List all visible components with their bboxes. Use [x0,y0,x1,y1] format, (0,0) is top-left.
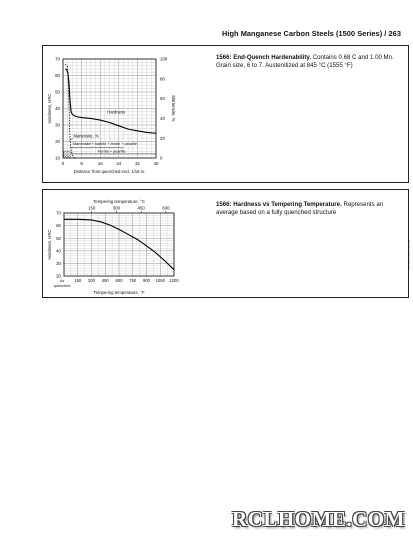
y-axis-label: Hardness, HRC [47,229,52,260]
y2-tick-label: 20 [160,135,165,141]
chart-panel-tempering [42,189,409,298]
y2-tick-label: 0 [160,155,163,161]
y2-tick-label: 60 [160,96,165,102]
y-tick-label: 30 [56,261,61,266]
y2-tick-label: 80 [160,76,165,82]
x2-tick-label: 450 [137,205,145,211]
x-axis-label: Tempering temperature, °F [93,290,145,295]
x-tick-label: 600 [115,278,123,283]
x2-tick-label: 300 [112,205,121,211]
watermark: RCLHOME.COM [232,507,405,531]
annotation-martensite: Martensite, % [73,133,99,139]
x-tick-label: 150 [74,278,82,283]
annotation-ferrite-pearlite: Ferrite + pearlite [97,149,126,154]
transformation-band-hatch [64,151,71,157]
caption-body: Represents an average based on a fully quenched structure [216,201,384,216]
x-tick-label: 1050 [155,278,165,283]
y2-axis-label: Martensite, % [171,95,176,122]
scan-mark [409,240,413,270]
tempering-chart [43,190,215,297]
y-tick-label: 50 [56,235,61,241]
x-tick-label: 0 [61,161,65,166]
y-tick-label: 40 [55,106,60,112]
x-tick-label: 8 [80,161,83,166]
page-header: High Manganese Carbon Steels (1500 Series) / 263 [221,29,401,38]
x-tick-label: 16 [97,161,103,166]
x2-tick-label: 150 [88,205,96,211]
caption-title: 1566: End-Quench Hardenability. [216,54,312,61]
caption-title: 1566: Hardness vs Tempering Temperature. [216,201,342,208]
caption-tempering [216,201,404,217]
series-label-hardness: Hardness [107,109,126,115]
y2-tick-label: 100 [160,56,168,62]
y-tick-label: 10 [55,155,60,161]
x-tick-label: quenched [53,284,71,288]
x-tick-label: 24 [116,161,122,166]
chart-panel-end-quench [42,45,409,183]
x-tick-label: 40 [153,161,159,166]
x-tick-label: As [59,279,65,283]
y-tick-label: 60 [56,223,61,229]
annotation-mixed-region: Martensite + bainite + ferrite + pearlite [72,142,138,147]
x-axis-label: Distance from quenched end, 1/16 in. [73,169,146,174]
end-quench-chart [43,46,215,182]
y-tick-label: 60 [55,73,60,79]
x-tick-label: 32 [134,161,140,166]
series-hardness-line [65,69,156,133]
y-tick-label: 20 [55,139,60,145]
x-tick-label: 450 [101,278,109,283]
y-tick-label: 70 [56,210,61,216]
y-tick-label: 50 [55,89,60,95]
y-axis-label: Hardness, HRC [47,93,52,124]
caption-end-quench [216,54,404,70]
y2-tick-label: 40 [160,116,165,121]
caption-body: Contains 0.68 C and 1.00 Mn. Grain size, 6 to 7. Austenitized at 845 °C (1555 °F) [216,54,394,69]
y-tick-label: 40 [56,248,61,254]
x-tick-label: 1200 [169,278,179,283]
x-tick-label: 300 [88,278,95,283]
x2-tick-label: 600 [162,205,170,211]
y-tick-label: 20 [56,273,61,279]
x-tick-label: 900 [143,278,150,283]
y-tick-label: 30 [55,122,60,128]
x-tick-label: 750 [129,278,137,283]
y-tick-label: 70 [55,56,60,62]
x2-axis-label: Tempering temperature, °C [93,199,145,204]
